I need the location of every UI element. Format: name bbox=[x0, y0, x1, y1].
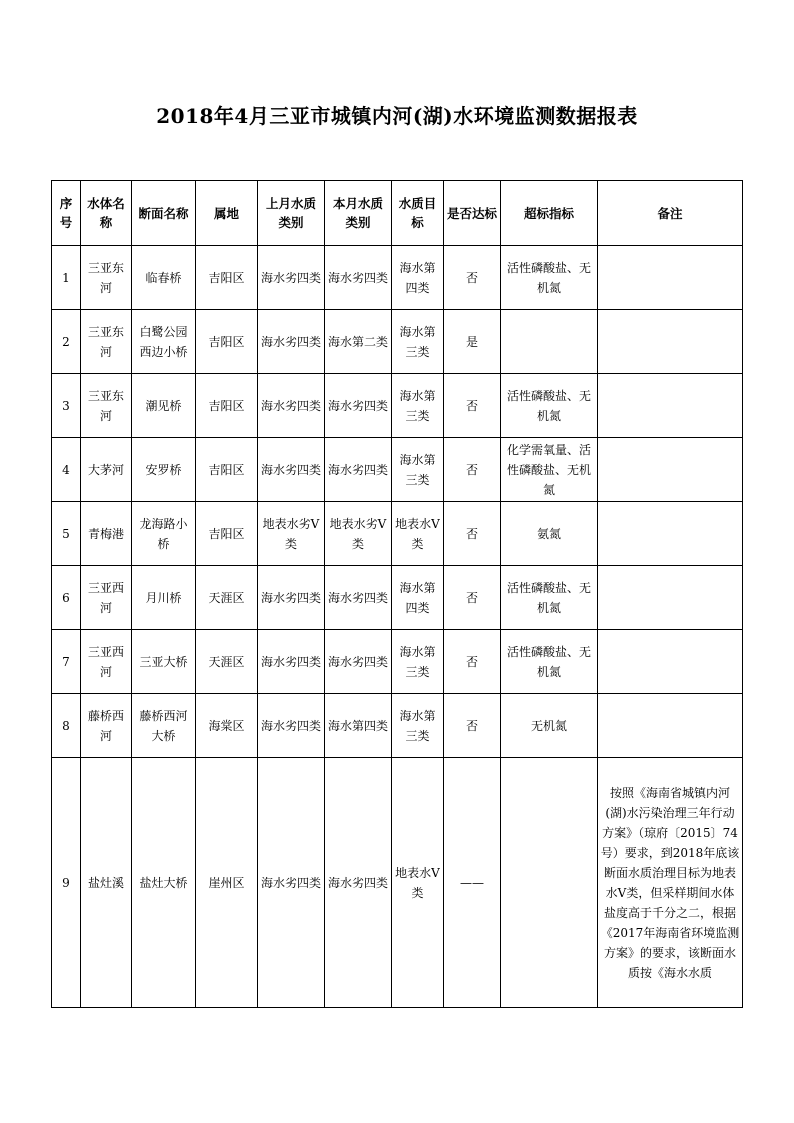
header-district: 属地 bbox=[196, 181, 258, 246]
cell-remark bbox=[598, 310, 743, 374]
cell-compliant: 否 bbox=[444, 566, 501, 630]
cell-compliant: 否 bbox=[444, 374, 501, 438]
cell-no: 7 bbox=[52, 630, 81, 694]
cell-water-body: 盐灶溪 bbox=[81, 758, 132, 1008]
cell-section: 安罗桥 bbox=[132, 438, 196, 502]
cell-compliant: 是 bbox=[444, 310, 501, 374]
cell-no: 4 bbox=[52, 438, 81, 502]
cell-last-month: 海水劣四类 bbox=[258, 374, 325, 438]
cell-water-body: 三亚东河 bbox=[81, 246, 132, 310]
cell-target: 海水第四类 bbox=[392, 246, 444, 310]
cell-water-body: 三亚西河 bbox=[81, 566, 132, 630]
cell-remark bbox=[598, 438, 743, 502]
cell-target: 地表水Ⅴ类 bbox=[392, 758, 444, 1008]
cell-water-body: 青梅港 bbox=[81, 502, 132, 566]
cell-this-month: 海水劣四类 bbox=[325, 566, 392, 630]
header-water-body: 水体名称 bbox=[81, 181, 132, 246]
cell-this-month: 海水劣四类 bbox=[325, 246, 392, 310]
cell-last-month: 海水劣四类 bbox=[258, 566, 325, 630]
header-no: 序号 bbox=[52, 181, 81, 246]
cell-this-month: 海水劣四类 bbox=[325, 374, 392, 438]
cell-last-month: 海水劣四类 bbox=[258, 438, 325, 502]
cell-water-body: 大茅河 bbox=[81, 438, 132, 502]
cell-district: 天涯区 bbox=[196, 630, 258, 694]
cell-target: 地表水Ⅴ类 bbox=[392, 502, 444, 566]
cell-this-month: 海水第四类 bbox=[325, 694, 392, 758]
cell-district: 天涯区 bbox=[196, 566, 258, 630]
cell-section: 龙海路小桥 bbox=[132, 502, 196, 566]
cell-compliant: —— bbox=[444, 758, 501, 1008]
cell-last-month: 海水劣四类 bbox=[258, 758, 325, 1008]
cell-water-body: 三亚西河 bbox=[81, 630, 132, 694]
report-title: 2018年4月三亚市城镇内河(湖)水环境监测数据报表 bbox=[156, 104, 638, 128]
cell-water-body: 三亚东河 bbox=[81, 374, 132, 438]
table-row bbox=[52, 502, 743, 566]
cell-exceed: 活性磷酸盐、无机氮 bbox=[501, 374, 598, 438]
table-row bbox=[52, 758, 743, 1008]
cell-this-month: 海水劣四类 bbox=[325, 630, 392, 694]
cell-exceed bbox=[501, 310, 598, 374]
cell-last-month: 海水劣四类 bbox=[258, 630, 325, 694]
cell-no: 8 bbox=[52, 694, 81, 758]
cell-no: 3 bbox=[52, 374, 81, 438]
header-this-month: 本月水质类别 bbox=[325, 181, 392, 246]
water-quality-table bbox=[51, 180, 743, 1008]
table-row bbox=[52, 310, 743, 374]
cell-district: 崖州区 bbox=[196, 758, 258, 1008]
cell-target: 海水第三类 bbox=[392, 374, 444, 438]
cell-section: 藤桥西河大桥 bbox=[132, 694, 196, 758]
header-remark: 备注 bbox=[598, 181, 743, 246]
header-section: 断面名称 bbox=[132, 181, 196, 246]
cell-this-month: 海水第二类 bbox=[325, 310, 392, 374]
table-row bbox=[52, 246, 743, 310]
cell-exceed: 化学需氧量、活性磷酸盐、无机氮 bbox=[501, 438, 598, 502]
cell-water-body: 三亚东河 bbox=[81, 310, 132, 374]
cell-compliant: 否 bbox=[444, 438, 501, 502]
cell-district: 吉阳区 bbox=[196, 502, 258, 566]
cell-exceed: 活性磷酸盐、无机氮 bbox=[501, 630, 598, 694]
cell-remark bbox=[598, 374, 743, 438]
cell-compliant: 否 bbox=[444, 694, 501, 758]
cell-exceed: 氨氮 bbox=[501, 502, 598, 566]
cell-exceed: 活性磷酸盐、无机氮 bbox=[501, 246, 598, 310]
cell-water-body: 藤桥西河 bbox=[81, 694, 132, 758]
cell-remark bbox=[598, 566, 743, 630]
header-compliant: 是否达标 bbox=[444, 181, 501, 246]
cell-this-month: 地表水劣Ⅴ类 bbox=[325, 502, 392, 566]
header-exceed: 超标指标 bbox=[501, 181, 598, 246]
cell-remark bbox=[598, 246, 743, 310]
cell-compliant: 否 bbox=[444, 502, 501, 566]
cell-compliant: 否 bbox=[444, 630, 501, 694]
cell-no: 5 bbox=[52, 502, 81, 566]
table-row bbox=[52, 566, 743, 630]
cell-section: 潮见桥 bbox=[132, 374, 196, 438]
header-last-month: 上月水质类别 bbox=[258, 181, 325, 246]
header-target: 水质目标 bbox=[392, 181, 444, 246]
cell-target: 海水第三类 bbox=[392, 694, 444, 758]
table-header-row bbox=[52, 181, 743, 246]
cell-remark bbox=[598, 502, 743, 566]
cell-this-month: 海水劣四类 bbox=[325, 438, 392, 502]
cell-target: 海水第三类 bbox=[392, 630, 444, 694]
table-row bbox=[52, 694, 743, 758]
cell-compliant: 否 bbox=[444, 246, 501, 310]
cell-target: 海水第三类 bbox=[392, 310, 444, 374]
cell-remark: 按照《海南省城镇内河(湖)水污染治理三年行动方案》（琼府〔2015〕74号）要求，到2018年底该断面水质治理目标为地表水Ⅴ类，但采样期间水体盐度高于千分之二，根据《2017年海南省环境监测方案》的要求，该断面水质按《海水水质 bbox=[598, 758, 743, 1008]
cell-district: 吉阳区 bbox=[196, 374, 258, 438]
cell-section: 盐灶大桥 bbox=[132, 758, 196, 1008]
table-row bbox=[52, 630, 743, 694]
cell-exceed: 活性磷酸盐、无机氮 bbox=[501, 566, 598, 630]
cell-exceed bbox=[501, 758, 598, 1008]
cell-district: 吉阳区 bbox=[196, 310, 258, 374]
cell-remark bbox=[598, 630, 743, 694]
cell-last-month: 海水劣四类 bbox=[258, 246, 325, 310]
cell-section: 白鹭公园西边小桥 bbox=[132, 310, 196, 374]
cell-district: 海棠区 bbox=[196, 694, 258, 758]
cell-exceed: 无机氮 bbox=[501, 694, 598, 758]
cell-section: 三亚大桥 bbox=[132, 630, 196, 694]
cell-last-month: 地表水劣Ⅴ类 bbox=[258, 502, 325, 566]
cell-section: 月川桥 bbox=[132, 566, 196, 630]
cell-target: 海水第四类 bbox=[392, 566, 444, 630]
cell-district: 吉阳区 bbox=[196, 438, 258, 502]
cell-remark bbox=[598, 694, 743, 758]
cell-district: 吉阳区 bbox=[196, 246, 258, 310]
cell-last-month: 海水劣四类 bbox=[258, 310, 325, 374]
cell-target: 海水第三类 bbox=[392, 438, 444, 502]
cell-no: 9 bbox=[52, 758, 81, 1008]
table-row bbox=[52, 374, 743, 438]
cell-this-month: 海水劣四类 bbox=[325, 758, 392, 1008]
cell-no: 2 bbox=[52, 310, 81, 374]
cell-last-month: 海水劣四类 bbox=[258, 694, 325, 758]
table-row bbox=[52, 438, 743, 502]
cell-section: 临春桥 bbox=[132, 246, 196, 310]
cell-no: 6 bbox=[52, 566, 81, 630]
cell-no: 1 bbox=[52, 246, 81, 310]
